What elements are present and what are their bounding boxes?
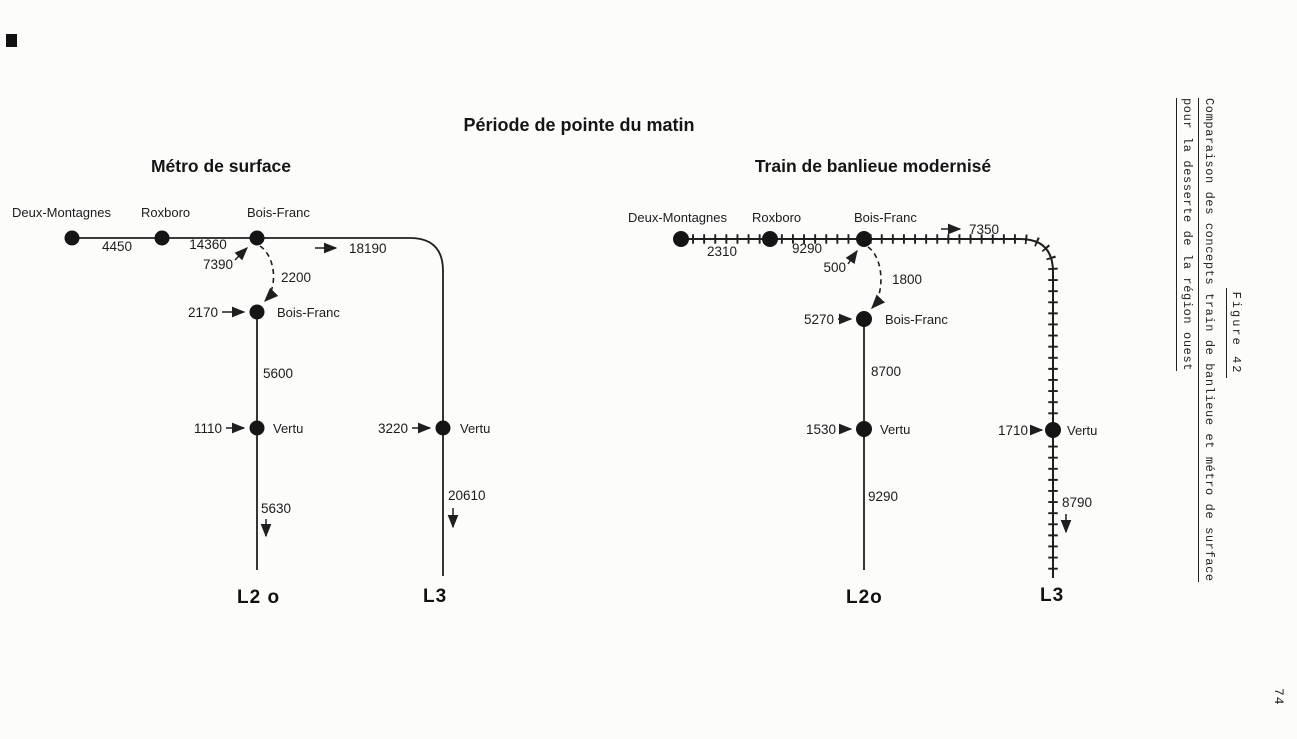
train-flow-l3-through: 7350: [969, 222, 1000, 237]
metro-flow-board-boisfranc: 2170: [187, 305, 218, 320]
metro-station-vertu-l3: Vertu: [460, 421, 491, 436]
train-station-dot-deux-montagnes: [673, 231, 689, 247]
train-title: Train de banlieue modernisé: [754, 156, 992, 176]
figure-caption-line1: Comparaison des concepts train de banlieue et métro de surface: [1198, 98, 1216, 582]
metro-flow-roxboro-boisfranc: 14360: [189, 237, 227, 252]
train-flow-board-boisfranc: 5270: [803, 312, 834, 327]
metro-station-vertu-l2: Vertu: [273, 421, 304, 436]
metro-station-dot-vertu-l3: [436, 421, 451, 436]
train-flow-board-vertu-l3: 1710: [997, 423, 1028, 438]
metro-line-label-l2: L2 o: [237, 587, 281, 608]
train-transfer-arc: [868, 247, 881, 308]
train-station-dot-vertu-l3: [1045, 422, 1061, 438]
train-alight-arrow: [848, 251, 857, 264]
metro-alight-arrow: [235, 248, 247, 260]
metro-station-roxboro: Roxboro: [141, 205, 191, 220]
train-station-bois-franc-lower: Bois-Franc: [885, 312, 948, 327]
train-station-vertu-l3: Vertu: [1067, 423, 1098, 438]
train-flow-board-vertu-l2: 1530: [805, 422, 836, 437]
train-flow-roxboro-boisfranc: 9290: [791, 241, 823, 256]
figure-label: Figure 42: [1226, 288, 1243, 379]
metro-station-bois-franc-lower: Bois-Franc: [277, 305, 340, 320]
train-station-roxboro: Roxboro: [752, 210, 802, 225]
metro-line-label-l3: L3: [423, 586, 448, 607]
metro-station-dot-bois-franc: [250, 231, 265, 246]
train-line-label-l2: L2o: [846, 587, 883, 608]
metro-flow-l2-south: 5630: [261, 501, 292, 516]
metro-station-dot-deux-montagnes: [65, 231, 80, 246]
metro-station-bois-franc: Bois-Franc: [247, 205, 310, 220]
train-flow-boisfranc-vertu: 8700: [871, 364, 902, 379]
metro-flow-l3-south: 20610: [448, 488, 486, 503]
train-station-deux-montagnes: Deux-Montagnes: [628, 210, 727, 225]
metro-flow-transfer: 2200: [281, 270, 312, 285]
train-station-dot-bois-franc-lower: [856, 311, 872, 327]
train-station-dot-vertu-l2: [856, 421, 872, 437]
metro-flow-alight-boisfranc: 7390: [202, 257, 233, 272]
figure-caption-line2: pour la desserte de la région ouest: [1176, 98, 1194, 371]
metro-flow-board-vertu-l3: 3220: [377, 421, 408, 436]
page-title: Période de pointe du matin: [463, 115, 695, 135]
train-flow-deux-roxboro: 2310: [706, 244, 738, 259]
metro-transfer-arc: [260, 246, 274, 301]
metro-diagram: [12, 205, 490, 608]
train-diagram: [628, 210, 1097, 608]
train-trunk-l3-line: [681, 239, 1053, 578]
metro-station-deux-montagnes: Deux-Montagnes: [12, 205, 111, 220]
train-station-vertu-l2: Vertu: [880, 422, 911, 437]
train-line-label-l3: L3: [1040, 585, 1065, 606]
train-station-dot-bois-franc: [856, 231, 872, 247]
metro-title: Métro de surface: [150, 156, 292, 176]
metro-flow-deux-roxboro: 4450: [101, 239, 133, 254]
figure-caption-block: [1172, 98, 1243, 582]
metro-station-dot-bois-franc-lower: [250, 305, 265, 320]
train-flow-l2-south: 9290: [868, 489, 899, 504]
metro-station-dot-roxboro: [155, 231, 170, 246]
metro-flow-boisfranc-vertu: 5600: [263, 366, 294, 381]
page-number: 74: [1271, 688, 1286, 706]
train-flow-transfer: 1800: [892, 272, 923, 287]
train-trunk-l3-crossties: [681, 239, 1053, 578]
train-station-dot-roxboro: [762, 231, 778, 247]
metro-flow-l3-through: 18190: [349, 241, 387, 256]
train-flow-alight-boisfranc: 500: [823, 260, 846, 275]
train-station-bois-franc: Bois-Franc: [854, 210, 917, 225]
metro-station-dot-vertu-l2: [250, 421, 265, 436]
metro-flow-board-vertu-l2: 1110: [193, 421, 222, 436]
train-flow-l3-south: 8790: [1062, 495, 1093, 510]
